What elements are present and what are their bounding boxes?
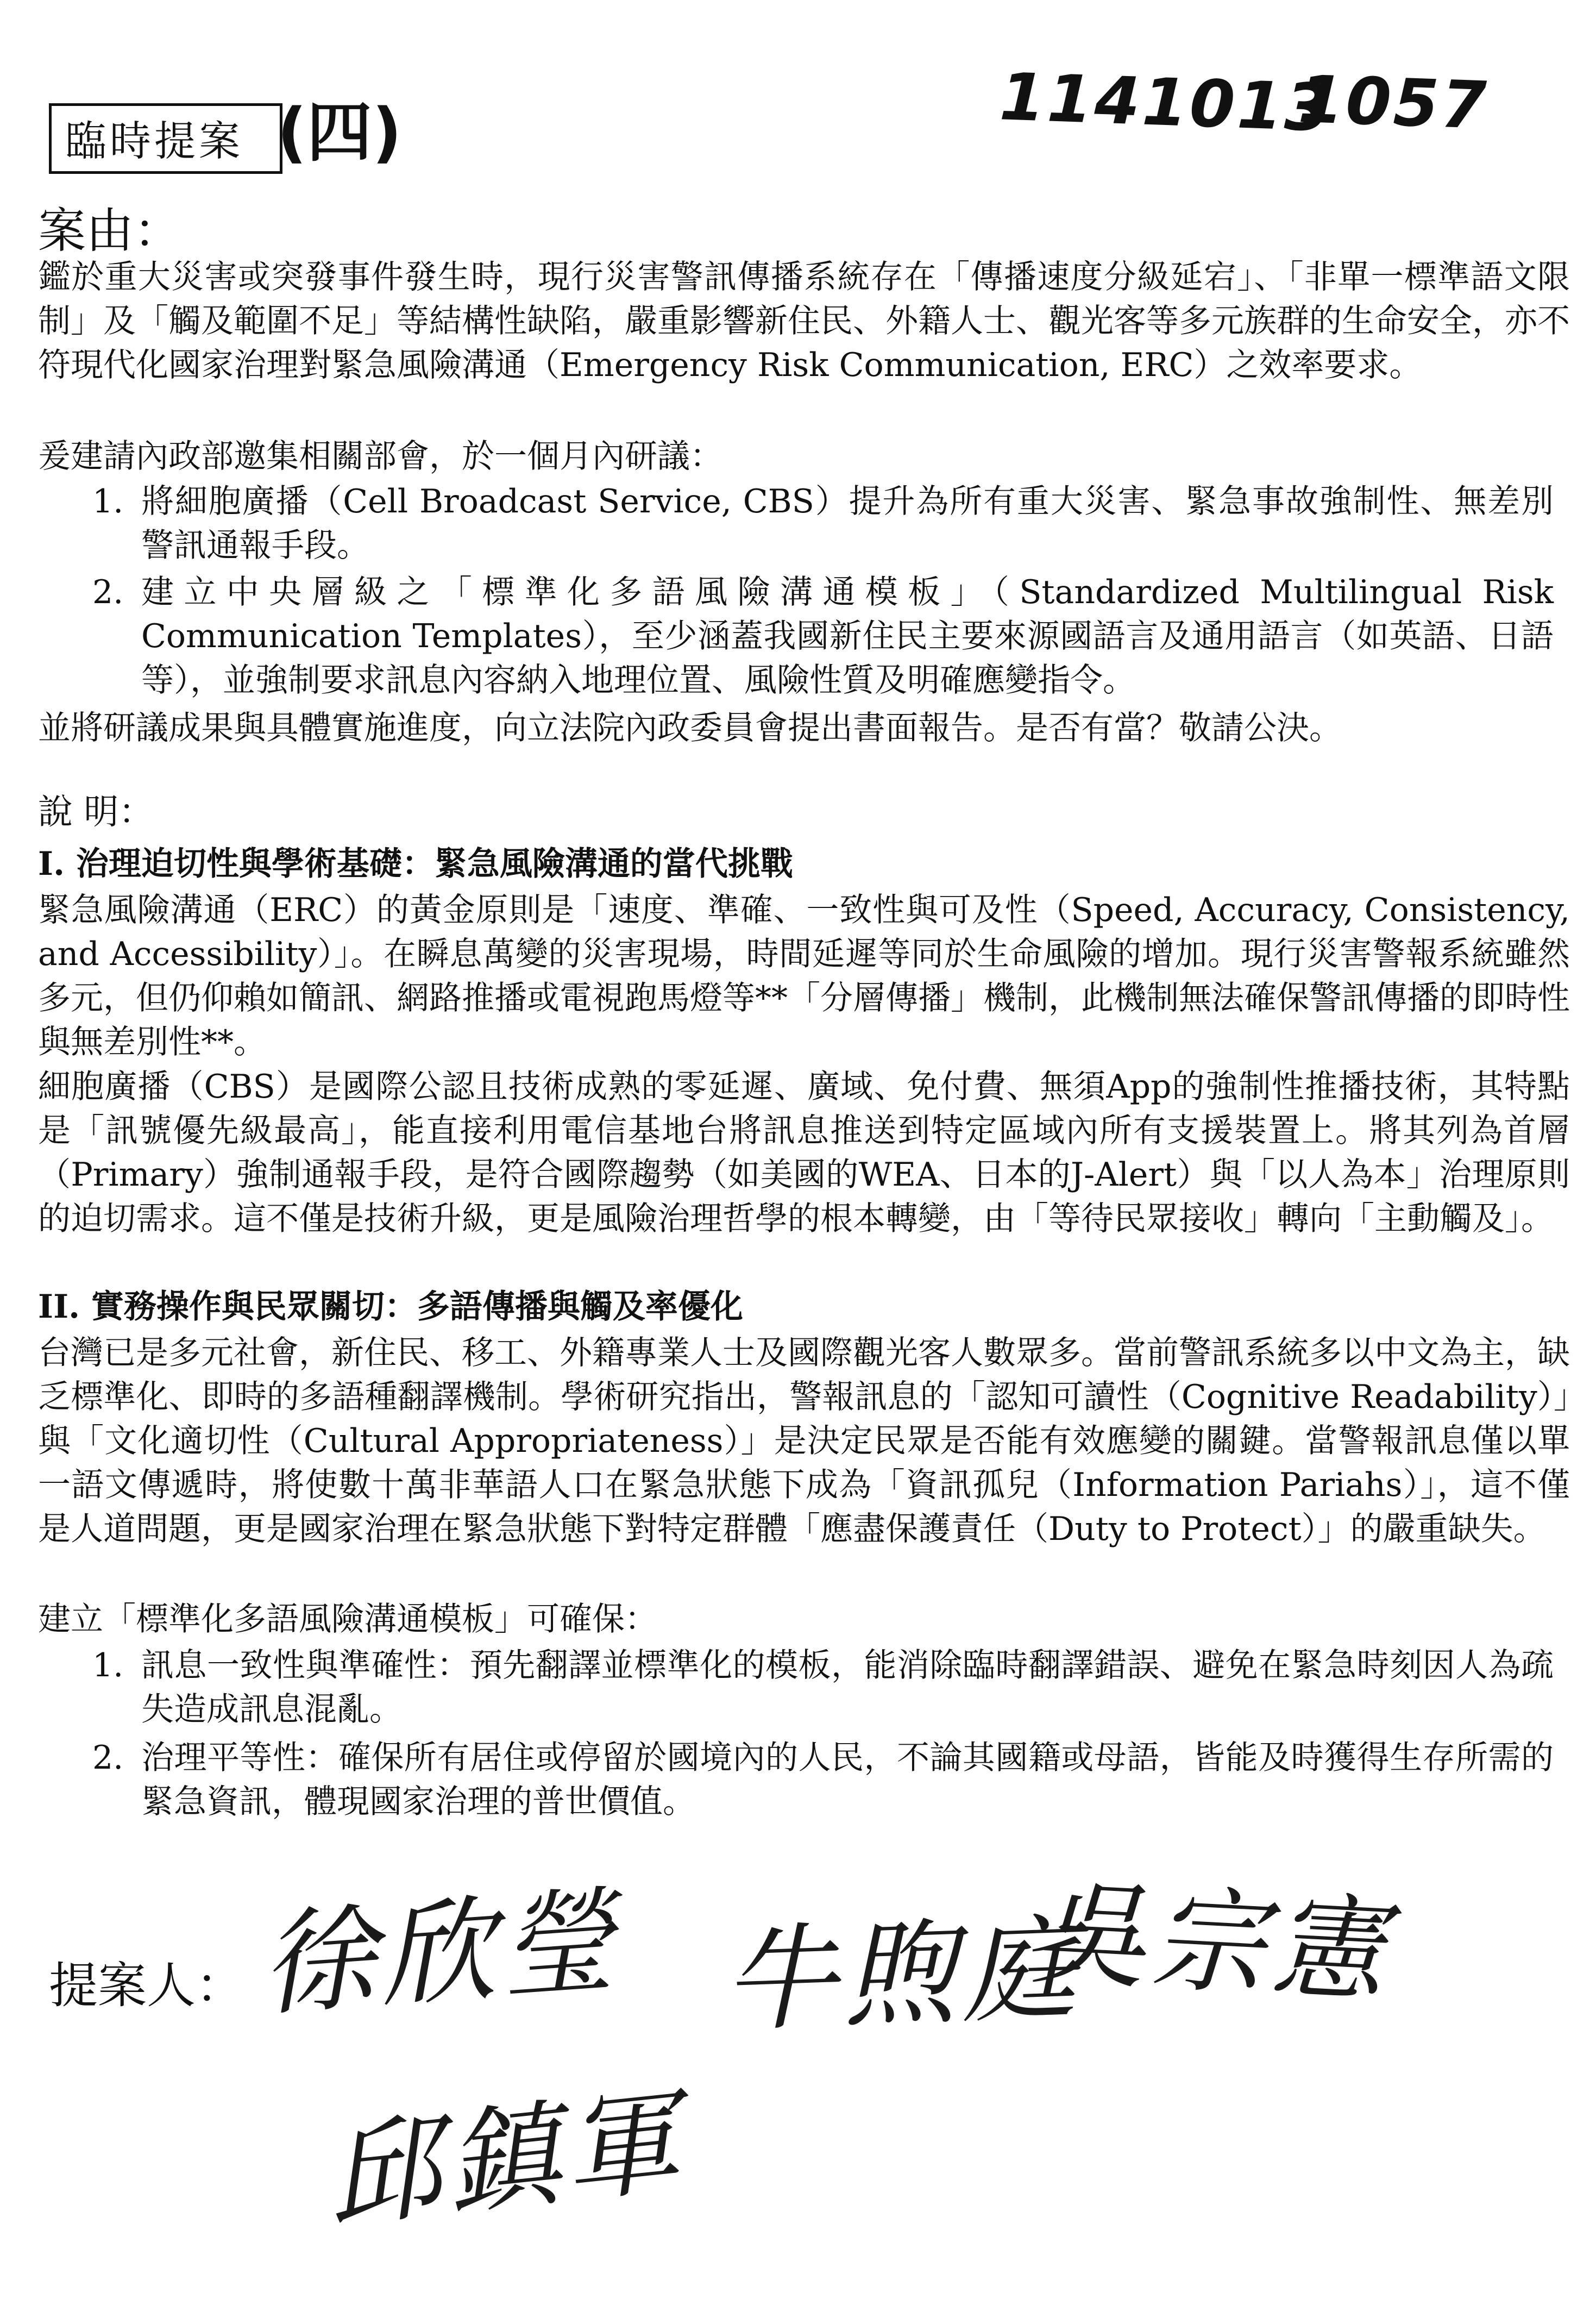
signature: 徐欣瑩	[256, 1874, 624, 2032]
explain-item-text: 訊息一致性與準確性：預先翻譯並標準化的模板，能消除臨時翻譯錯誤、避免在緊急時刻因人為疏失造成訊息混亂。	[141, 1646, 1554, 1728]
case-item-number: 2.	[92, 573, 124, 611]
case-item-text: 建立中央層級之「標準化多語風險溝通模板」（Standardized Multilingual Risk Communication Templates），至少涵蓋我國新住民主要來源國語言及通用語言（如英語、日語等），並強制要求訊息內容納入地理位置、風險性質及明確應變指令。	[141, 573, 1554, 699]
tag-label: 臨時提案	[65, 117, 243, 165]
section-1-title: I. 治理迫切性與學術基礎：緊急風險溝通的當代挑戰	[38, 845, 793, 883]
section-1-paragraph-1: 緊急風險溝通（ERC）的黃金原則是「速度、準確、一致性與可及性（Speed, Accuracy, Consistency, and Accessibility）」。在瞬息萬變的災害現場，時間延遲等同於生命風險的增加。現行災害警報系統雖然多元，但仍仰賴如簡訊、網路推播或電視跑馬燈等**「分層傳播」機制，此機制無法確保警訊傳播的即時性與無差別性**。	[38, 891, 1570, 1061]
case-item-number: 1.	[92, 483, 124, 521]
signature: 吳宗憲	[1029, 1866, 1394, 2019]
explain-item-number: 2.	[92, 1739, 124, 1777]
section-1-paragraph-2: 細胞廣播（CBS）是國際公認且技術成熟的零延遲、廣域、免付費、無須App的強制性推播技術，其特點是「訊號優先級最高」，能直接利用電信基地台將訊息推送到特定區域內所有支援裝置上。將其列為首層（Primary）強制通報手段，是符合國際趨勢（如美國的WEA、日本的J-Alert）與「以人為本」治理原則的迫切需求。這不僅是技術升級，更是風險治理哲學的根本轉變，由「等待民眾接收」轉向「主動觸及」。	[38, 1068, 1570, 1238]
signature: 邱鎮軍	[319, 2075, 690, 2245]
explain-heading: 說 明：	[38, 792, 154, 832]
tag-number: (四)	[277, 95, 402, 171]
case-item-text: 將細胞廣播（Cell Broadcast Service, CBS）提升為所有重大災害、緊急事故強制性、無差別警訊通報手段。	[141, 483, 1554, 565]
case-paragraph-1: 鑑於重大災害或突發事件發生時，現行災害警訊傳播系統存在「傳播速度分級延宕」、「非單一標準語文限制」及「觸及範圍不足」等結構性缺陷，嚴重影響新住民、外籍人士、觀光客等多元族群的生命安全，亦不符現代化國家治理對緊急風險溝通（Emergency Risk Communication, ERC）之效率要求。	[38, 258, 1570, 384]
section-2-paragraph-1: 台灣已是多元社會，新住民、移工、外籍專業人士及國際觀光客人數眾多。當前警訊系統多以中文為主，缺乏標準化、即時的多語種翻譯機制。學術研究指出，警報訊息的「認知可讀性（Cognitive Readability）」與「文化適切性（Cultural Appropriateness）」是決定民眾是否能有效應變的關鍵。當警報訊息僅以單一語文傳遞時，將使數十萬非華語人口在緊急狀態下成為「資訊孤兒（Information Pariahs）」，這不僅是人道問題，更是國家治理在緊急狀態下對特定群體「應盡保護責任（Duty to Protect）」的嚴重缺失。	[38, 1334, 1570, 1548]
case-paragraph-3: 並將研議成果與具體實施進度，向立法院內政委員會提出書面報告。是否有當？敬請公決。	[38, 709, 1342, 747]
section-2-paragraph-2: 建立「標準化多語風險溝通模板」可確保：	[38, 1600, 657, 1638]
explain-item-text: 治理平等性：確保所有居住或停留於國境內的人民，不論其國籍或母語，皆能及時獲得生存所需的緊急資訊，體現國家治理的普世價值。	[141, 1739, 1554, 1821]
proposer-label: 提案人：	[49, 1957, 244, 2014]
time-stamp: 1057	[1297, 61, 1490, 145]
signature: 牛煦庭	[720, 1902, 1084, 2048]
section-2-title: II. 實務操作與民眾關切：多語傳播與觸及率優化	[38, 1288, 743, 1326]
explain-item-number: 1.	[92, 1646, 124, 1684]
case-heading: 案由：	[38, 203, 182, 259]
case-paragraph-2: 爰建請內政部邀集相關部會，於一個月內研議：	[38, 437, 722, 475]
date-stamp: 1141013	[998, 59, 1334, 147]
